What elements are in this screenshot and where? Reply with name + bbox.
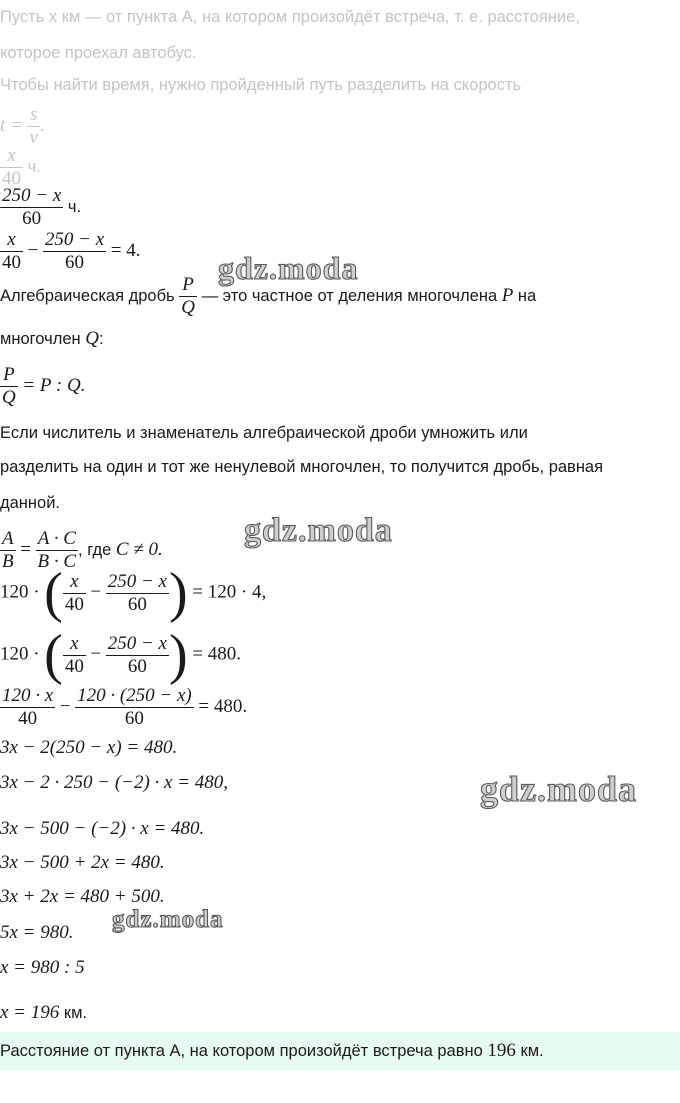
- step-7: 3x − 500 + 2x = 480.: [0, 852, 165, 873]
- watermark-logo: gdz.moda: [112, 906, 224, 933]
- intro-line-3: [0, 76, 521, 95]
- rule-line-1: Если числитель и знаменатель алгебраической дроби умножить или: [0, 424, 528, 442]
- ab-formula: $\frac{A}{B}$ = $\frac{A \cdot C}{B \cdot C}$ , где C ≠ 0.: [2, 528, 163, 572]
- answer-value: 196: [487, 1040, 516, 1061]
- step-11: x = 196 км.: [0, 1002, 88, 1023]
- watermark-logo: gdz.moda: [244, 512, 393, 549]
- intro-text-2: которое проехал автобус.: [0, 44, 197, 62]
- answer-unit: км.: [520, 1042, 544, 1060]
- intro-line-1: [0, 8, 580, 27]
- watermark-logo: gdz.moda: [218, 250, 359, 286]
- intro-text-1: Пусть x км — от пункта А, на котором произойдёт встреча, т. е. расстояние,: [0, 8, 580, 26]
- step-2: 120 · ( $\frac{x}{40}$ − $\frac{250 - x}{60}$ ) = 480.: [0, 624, 241, 686]
- pq-formula: $\frac{P}{Q}$ = P : Q.: [2, 364, 86, 408]
- rule-line-3: данной.: [0, 494, 61, 512]
- step-1: 120 · ( $\frac{x}{40}$ − $\frac{250 - x}{60}$ ) = 120 · 4,: [0, 562, 267, 624]
- step-5: 3x − 2 · 250 − (−2) · x = 480,: [0, 772, 229, 793]
- step-6: 3x − 500 − (−2) · x = 480.: [0, 818, 205, 839]
- answer-box: [0, 1032, 680, 1070]
- step-9: 5x = 980.: [0, 922, 74, 943]
- step-3: $\frac{120 \cdot x}{40}$ − $\frac{120 \cdot (250 - x)}{60}$ = 480.: [2, 685, 248, 729]
- alg-fraction-definition: Алгебраическая дробь $\frac{P}{Q}$ — это частное от деления многочлена P на: [0, 274, 537, 318]
- answer-text: Расстояние от пункта А, на котором произойдёт встреча равно: [0, 1042, 483, 1060]
- intro-line-2: [0, 44, 197, 63]
- time-x-40: $\frac{x}{40}$ ч.: [2, 145, 41, 189]
- intro-text-3: Чтобы найти время, нужно пройденный путь разделить на скорость: [0, 76, 522, 94]
- step-10: x = 980 : 5: [0, 957, 85, 978]
- alg-fraction-definition-2: многочлен Q:: [0, 328, 104, 349]
- equation-main: $\frac{x}{40}$ − $\frac{250 - x}{60}$ = 4.: [2, 229, 141, 273]
- time-250-x: $\frac{250 - x}{60}$ ч.: [2, 185, 82, 229]
- time-formula: t = $\frac{s}{v}$ .: [0, 104, 45, 148]
- watermark-logo: gdz.moda: [480, 769, 638, 809]
- rule-line-2: разделить на один и тот же ненулевой многочлен, то получится дробь, равная: [0, 458, 604, 476]
- step-8: 3x + 2x = 480 + 500.: [0, 886, 165, 907]
- step-4: 3x − 2(250 − x) = 480.: [0, 737, 178, 758]
